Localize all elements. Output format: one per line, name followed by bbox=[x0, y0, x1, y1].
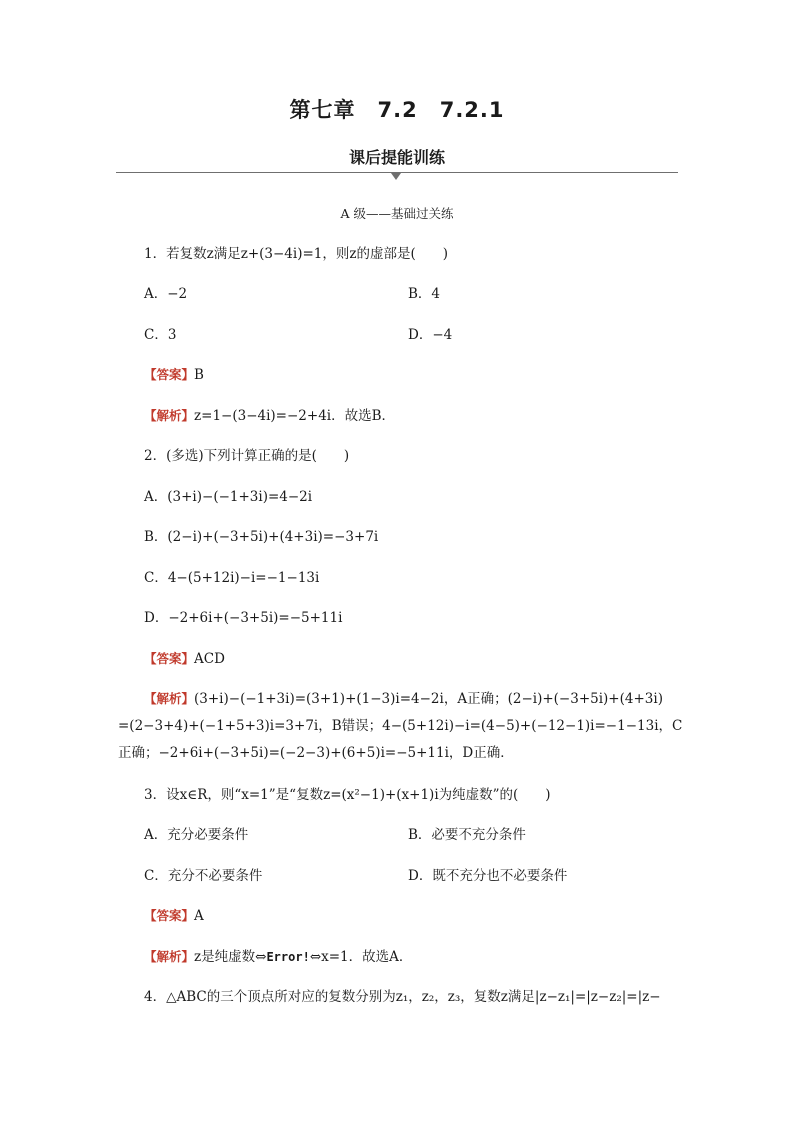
analysis-tag: 【解析】 bbox=[144, 691, 195, 706]
question-2-analysis-line-3: 正确；−2+6i+(−3+5i)=(−2−3)+(6+5)i=−5+11i，D正确． bbox=[118, 745, 514, 761]
question-1-option-c: C．3 bbox=[144, 327, 177, 343]
question-1-stem: 1．若复数z满足z+(3−4i)=1，则z的虚部是( ) bbox=[144, 246, 449, 262]
analysis-text-post: ⇔x=1．故选A． bbox=[309, 949, 413, 965]
analysis-tag: 【解析】 bbox=[144, 408, 195, 423]
question-2-analysis-line-2: =(2−3+4)+(−1+5+3)i=3+7i，B错误；4−(5+12i)−i=(4−5)+(−12−1)i=−1−13i，C bbox=[118, 718, 683, 734]
question-2-answer bbox=[144, 653, 225, 667]
question-3-option-b: B．必要不充分条件 bbox=[408, 827, 526, 843]
question-3-stem: 3．设x∈R，则“x=1”是“复数z=(x²−1)+(x+1)i为纯虚数”的( ) bbox=[144, 787, 551, 803]
answer-tag: 【答案】 bbox=[144, 367, 195, 382]
question-2-option-b: B．(2−i)+(−3+5i)+(4+3i)=−3+7i bbox=[144, 529, 379, 545]
analysis-tag: 【解析】 bbox=[144, 949, 195, 964]
analysis-text: z=1−(3−4i)=−2+4i．故选B． bbox=[194, 408, 396, 424]
question-1-answer bbox=[144, 369, 204, 383]
question-2-stem: 2．(多选)下列计算正确的是( ) bbox=[144, 448, 350, 464]
analysis-text-pre: z是纯虚数⇔ bbox=[194, 949, 267, 965]
page-title: 第七章 7.2 7.2.1 bbox=[289, 98, 505, 122]
question-2-option-c: C．4−(5+12i)−i=−1−13i bbox=[144, 570, 320, 586]
answer-tag: 【答案】 bbox=[144, 908, 195, 923]
section-subtitle: 课后提能训练 bbox=[348, 148, 445, 167]
question-4-stem: 4．△ABC的三个顶点所对应的复数分别为z₁，z₂，z₃，复数z满足|z−z₁|=|z−z₂|=|z− bbox=[144, 989, 661, 1005]
question-2-option-d: D．−2+6i+(−3+5i)=−5+11i bbox=[144, 610, 343, 626]
divider-triangle-icon bbox=[391, 173, 401, 180]
analysis-error-text: Error! bbox=[266, 950, 310, 964]
level-heading: A 级——基础过关练 bbox=[340, 206, 454, 221]
question-3-option-d: D．既不充分也不必要条件 bbox=[408, 868, 568, 884]
answer-tag: 【答案】 bbox=[144, 651, 195, 666]
answer-value: B bbox=[194, 367, 204, 383]
analysis-text: (3+i)−(−1+3i)=(3+1)+(1−3)i=4−2i，A正确；(2−i)+(−3+5i)+(4+3i) bbox=[194, 691, 663, 707]
question-1-option-d: D．−4 bbox=[408, 327, 453, 343]
question-1-analysis bbox=[144, 410, 395, 424]
answer-value: A bbox=[194, 908, 204, 924]
question-1-option-b: B．4 bbox=[408, 286, 441, 302]
question-3-option-a: A．充分必要条件 bbox=[144, 827, 249, 843]
question-3-analysis bbox=[144, 951, 412, 965]
question-3-answer bbox=[144, 910, 204, 924]
question-3-option-c: C．充分不必要条件 bbox=[144, 868, 263, 884]
answer-value: ACD bbox=[194, 651, 225, 667]
question-1-option-a: A．−2 bbox=[144, 286, 188, 302]
question-2-option-a: A．(3+i)−(−1+3i)=4−2i bbox=[144, 489, 313, 505]
question-2-analysis-line-1 bbox=[144, 693, 663, 707]
